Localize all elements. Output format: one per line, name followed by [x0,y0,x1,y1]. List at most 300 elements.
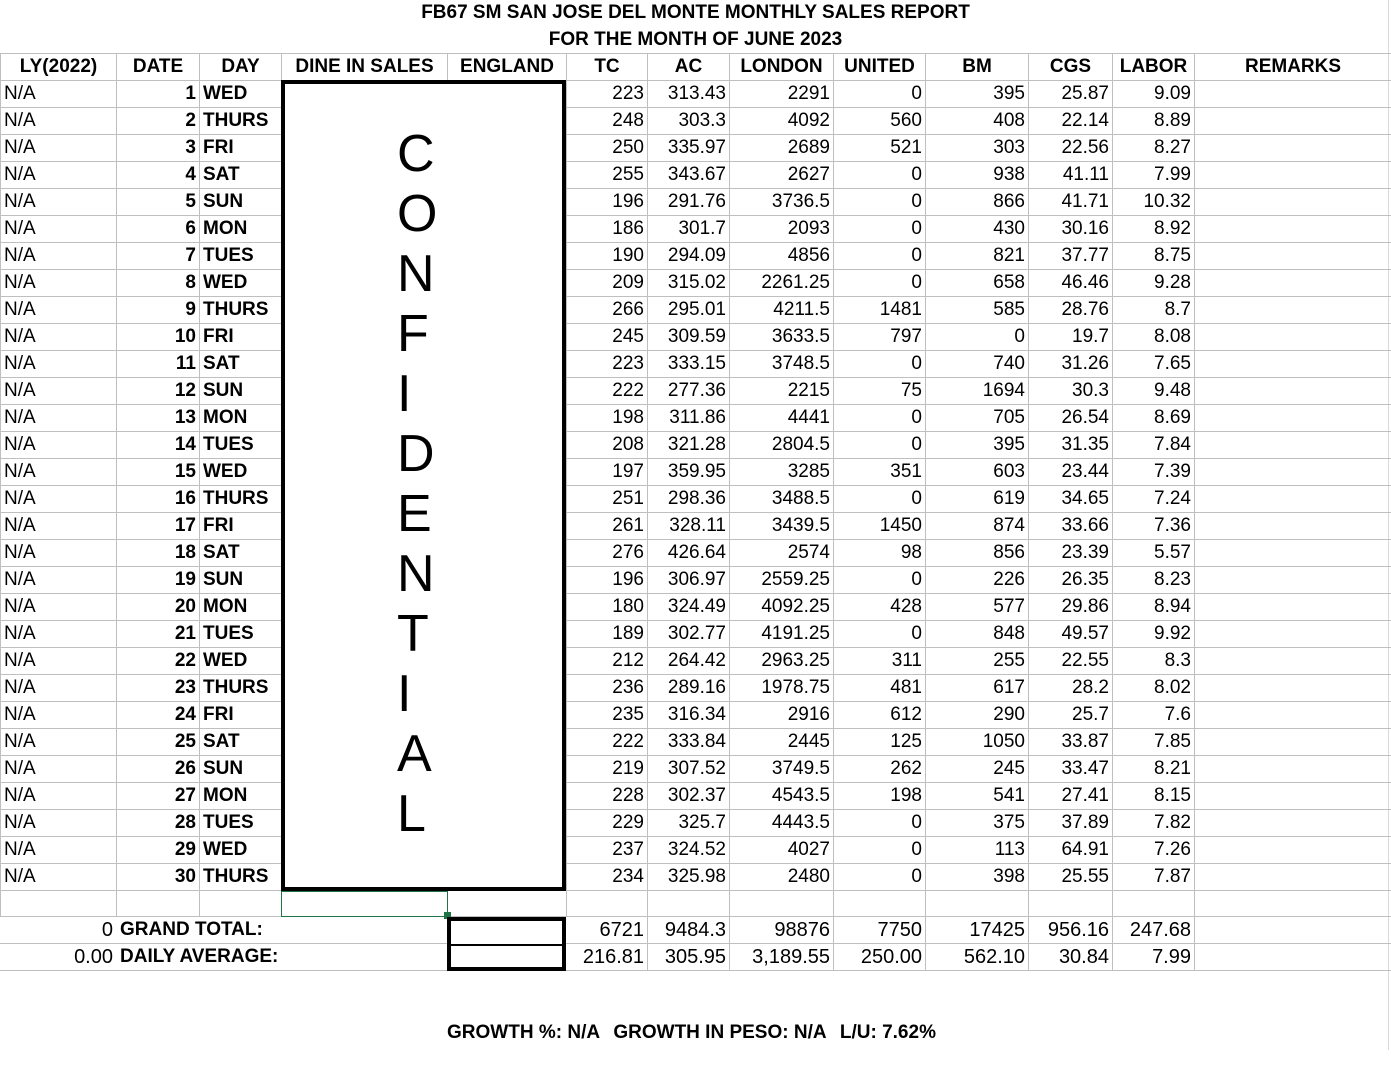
cell-remarks[interactable] [1195,189,1391,216]
cell-bm[interactable]: 874 [926,513,1029,540]
cell-tc[interactable]: 222 [567,729,648,756]
column-header[interactable]: UNITED [834,54,926,81]
cell-day[interactable]: FRI [200,135,282,162]
cell-day[interactable]: WED [200,81,282,108]
cell-labor[interactable]: 7.99 [1113,162,1195,189]
cell-united[interactable]: 311 [834,648,926,675]
cell-bm[interactable]: 541 [926,783,1029,810]
cell-bm[interactable]: 856 [926,540,1029,567]
column-header[interactable]: REMARKS [1195,54,1391,81]
cell-labor[interactable]: 7.87 [1113,864,1195,891]
cell-ly[interactable]: N/A [1,513,117,540]
cell-date[interactable]: 22 [117,648,200,675]
cell-tc[interactable]: 219 [567,756,648,783]
cell-date[interactable]: 8 [117,270,200,297]
cell-cgs[interactable]: 41.11 [1029,162,1113,189]
cell-remarks[interactable] [1195,135,1391,162]
cell-cgs[interactable]: 22.55 [1029,648,1113,675]
cell-labor[interactable]: 7.26 [1113,837,1195,864]
cell-united[interactable]: 0 [834,567,926,594]
cell-bm[interactable]: 113 [926,837,1029,864]
cell-labor[interactable]: 9.92 [1113,621,1195,648]
cell-labor[interactable]: 8.75 [1113,243,1195,270]
cell-tc[interactable]: 248 [567,108,648,135]
cell-ly[interactable]: N/A [1,432,117,459]
cell-cgs[interactable]: 25.87 [1029,81,1113,108]
cell-labor[interactable]: 10.32 [1113,189,1195,216]
cell-ly[interactable]: N/A [1,405,117,432]
cell-london[interactable]: 2574 [730,540,834,567]
cell-london[interactable]: 2480 [730,864,834,891]
summary-remarks[interactable] [1195,944,1391,971]
cell-ac[interactable]: 333.15 [648,351,730,378]
cell-cgs[interactable]: 33.66 [1029,513,1113,540]
cell-remarks[interactable] [1195,783,1391,810]
cell-tc[interactable]: 245 [567,324,648,351]
cell-date[interactable]: 20 [117,594,200,621]
cell-london[interactable]: 2963.25 [730,648,834,675]
column-header[interactable]: LY(2022) [1,54,117,81]
cell-remarks[interactable] [1195,621,1391,648]
column-header[interactable]: BM [926,54,1029,81]
cell-date[interactable]: 18 [117,540,200,567]
cell-bm[interactable]: 848 [926,621,1029,648]
summary-ly[interactable]: 0 [1,917,117,944]
cell-tc[interactable]: 186 [567,216,648,243]
cell-united[interactable]: 1450 [834,513,926,540]
cell-ly[interactable]: N/A [1,648,117,675]
cell-ly[interactable]: N/A [1,594,117,621]
cell-ac[interactable]: 289.16 [648,675,730,702]
cell-tc[interactable]: 276 [567,540,648,567]
cell-united[interactable]: 0 [834,189,926,216]
cell-tc[interactable]: 196 [567,189,648,216]
summary-ly[interactable]: 0.00 [1,944,117,971]
cell-bm[interactable]: 577 [926,594,1029,621]
cell-remarks[interactable] [1195,270,1391,297]
cell-bm[interactable]: 585 [926,297,1029,324]
blank-cell[interactable] [448,891,567,917]
cell-london[interactable]: 2804.5 [730,432,834,459]
cell-united[interactable]: 0 [834,621,926,648]
cell-london[interactable]: 4191.25 [730,621,834,648]
summary-bm[interactable]: 562.10 [926,944,1029,971]
cell-cgs[interactable]: 22.14 [1029,108,1113,135]
cell-ac[interactable]: 302.77 [648,621,730,648]
cell-united[interactable]: 351 [834,459,926,486]
cell-united[interactable]: 98 [834,540,926,567]
cell-bm[interactable]: 1050 [926,729,1029,756]
cell-ac[interactable]: 324.52 [648,837,730,864]
cell-labor[interactable]: 8.23 [1113,567,1195,594]
cell-ly[interactable]: N/A [1,675,117,702]
cell-day[interactable]: THURS [200,675,282,702]
cell-london[interactable]: 4092 [730,108,834,135]
cell-united[interactable]: 0 [834,837,926,864]
cell-cgs[interactable]: 49.57 [1029,621,1113,648]
cell-date[interactable]: 1 [117,81,200,108]
cell-remarks[interactable] [1195,216,1391,243]
blank-cell[interactable] [200,891,282,917]
cell-labor[interactable]: 8.89 [1113,108,1195,135]
cell-cgs[interactable]: 30.16 [1029,216,1113,243]
cell-date[interactable]: 9 [117,297,200,324]
cell-ly[interactable]: N/A [1,216,117,243]
cell-ac[interactable]: 315.02 [648,270,730,297]
cell-labor[interactable]: 9.48 [1113,378,1195,405]
cell-ly[interactable]: N/A [1,162,117,189]
cell-labor[interactable]: 7.82 [1113,810,1195,837]
cell-day[interactable]: SUN [200,567,282,594]
cell-bm[interactable]: 290 [926,702,1029,729]
cell-labor[interactable]: 8.08 [1113,324,1195,351]
cell-ly[interactable]: N/A [1,459,117,486]
cell-bm[interactable]: 658 [926,270,1029,297]
cell-day[interactable]: SUN [200,378,282,405]
cell-tc[interactable]: 189 [567,621,648,648]
selected-cell[interactable] [281,891,448,917]
cell-remarks[interactable] [1195,297,1391,324]
cell-london[interactable]: 4027 [730,837,834,864]
cell-day[interactable]: WED [200,648,282,675]
cell-united[interactable]: 0 [834,432,926,459]
cell-labor[interactable]: 7.24 [1113,486,1195,513]
column-header[interactable]: DAY [200,54,282,81]
cell-united[interactable]: 428 [834,594,926,621]
cell-date[interactable]: 23 [117,675,200,702]
cell-cgs[interactable]: 29.86 [1029,594,1113,621]
cell-ac[interactable]: 426.64 [648,540,730,567]
cell-bm[interactable]: 1694 [926,378,1029,405]
summary-ac[interactable]: 9484.3 [648,917,730,944]
cell-day[interactable]: WED [200,459,282,486]
cell-remarks[interactable] [1195,486,1391,513]
cell-remarks[interactable] [1195,243,1391,270]
cell-ly[interactable]: N/A [1,621,117,648]
cell-day[interactable]: TUES [200,810,282,837]
cell-date[interactable]: 25 [117,729,200,756]
cell-ly[interactable]: N/A [1,756,117,783]
cell-united[interactable]: 0 [834,81,926,108]
cell-cgs[interactable]: 23.44 [1029,459,1113,486]
cell-cgs[interactable]: 41.71 [1029,189,1113,216]
cell-tc[interactable]: 251 [567,486,648,513]
cell-day[interactable]: WED [200,837,282,864]
blank-cell[interactable] [1029,891,1113,917]
cell-london[interactable]: 2627 [730,162,834,189]
cell-united[interactable]: 0 [834,405,926,432]
cell-remarks[interactable] [1195,378,1391,405]
cell-bm[interactable]: 603 [926,459,1029,486]
summary-london[interactable]: 3,189.55 [730,944,834,971]
cell-day[interactable]: TUES [200,432,282,459]
cell-united[interactable]: 1481 [834,297,926,324]
cell-labor[interactable]: 8.02 [1113,675,1195,702]
column-header[interactable]: DATE [117,54,200,81]
cell-remarks[interactable] [1195,162,1391,189]
cell-ly[interactable]: N/A [1,486,117,513]
cell-tc[interactable]: 198 [567,405,648,432]
cell-tc[interactable]: 190 [567,243,648,270]
cell-united[interactable]: 0 [834,216,926,243]
blank-cell[interactable] [648,891,730,917]
cell-date[interactable]: 17 [117,513,200,540]
cell-day[interactable]: MON [200,405,282,432]
cell-cgs[interactable]: 46.46 [1029,270,1113,297]
cell-bm[interactable]: 408 [926,108,1029,135]
summary-remarks[interactable] [1195,917,1391,944]
cell-ly[interactable]: N/A [1,243,117,270]
cell-ac[interactable]: 316.34 [648,702,730,729]
cell-labor[interactable]: 8.15 [1113,783,1195,810]
cell-remarks[interactable] [1195,459,1391,486]
cell-ac[interactable]: 313.43 [648,81,730,108]
cell-remarks[interactable] [1195,540,1391,567]
cell-united[interactable]: 560 [834,108,926,135]
cell-labor[interactable]: 8.7 [1113,297,1195,324]
cell-united[interactable]: 262 [834,756,926,783]
cell-london[interactable]: 3439.5 [730,513,834,540]
cell-day[interactable]: THURS [200,297,282,324]
cell-day[interactable]: MON [200,783,282,810]
cell-ac[interactable]: 298.36 [648,486,730,513]
cell-cgs[interactable]: 31.26 [1029,351,1113,378]
cell-ly[interactable]: N/A [1,729,117,756]
cell-bm[interactable]: 303 [926,135,1029,162]
cell-ac[interactable]: 311.86 [648,405,730,432]
summary-united[interactable]: 7750 [834,917,926,944]
cell-labor[interactable]: 9.09 [1113,81,1195,108]
cell-ly[interactable]: N/A [1,567,117,594]
cell-ac[interactable]: 343.67 [648,162,730,189]
cell-london[interactable]: 3749.5 [730,756,834,783]
cell-day[interactable]: WED [200,270,282,297]
cell-date[interactable]: 14 [117,432,200,459]
cell-day[interactable]: SUN [200,756,282,783]
cell-united[interactable]: 612 [834,702,926,729]
cell-date[interactable]: 29 [117,837,200,864]
cell-day[interactable]: TUES [200,621,282,648]
cell-bm[interactable]: 395 [926,81,1029,108]
summary-london[interactable]: 98876 [730,917,834,944]
cell-remarks[interactable] [1195,837,1391,864]
cell-remarks[interactable] [1195,432,1391,459]
cell-london[interactable]: 3285 [730,459,834,486]
cell-ly[interactable]: N/A [1,783,117,810]
cell-ly[interactable]: N/A [1,81,117,108]
cell-ly[interactable]: N/A [1,540,117,567]
cell-bm[interactable]: 226 [926,567,1029,594]
cell-united[interactable]: 0 [834,486,926,513]
cell-united[interactable]: 0 [834,864,926,891]
cell-cgs[interactable]: 64.91 [1029,837,1113,864]
cell-bm[interactable]: 821 [926,243,1029,270]
cell-london[interactable]: 4443.5 [730,810,834,837]
cell-cgs[interactable]: 25.7 [1029,702,1113,729]
cell-london[interactable]: 3633.5 [730,324,834,351]
cell-tc[interactable]: 228 [567,783,648,810]
cell-cgs[interactable]: 23.39 [1029,540,1113,567]
cell-united[interactable]: 0 [834,243,926,270]
cell-london[interactable]: 4543.5 [730,783,834,810]
cell-remarks[interactable] [1195,756,1391,783]
cell-ac[interactable]: 277.36 [648,378,730,405]
cell-remarks[interactable] [1195,648,1391,675]
cell-remarks[interactable] [1195,729,1391,756]
cell-united[interactable]: 797 [834,324,926,351]
blank-cell[interactable] [730,891,834,917]
cell-tc[interactable]: 236 [567,675,648,702]
cell-london[interactable]: 2559.25 [730,567,834,594]
cell-ac[interactable]: 295.01 [648,297,730,324]
cell-remarks[interactable] [1195,351,1391,378]
cell-cgs[interactable]: 28.2 [1029,675,1113,702]
cell-date[interactable]: 13 [117,405,200,432]
cell-date[interactable]: 27 [117,783,200,810]
cell-remarks[interactable] [1195,675,1391,702]
cell-ac[interactable]: 325.98 [648,864,730,891]
cell-london[interactable]: 4441 [730,405,834,432]
blank-cell[interactable] [1195,891,1391,917]
cell-bm[interactable]: 705 [926,405,1029,432]
cell-day[interactable]: FRI [200,513,282,540]
cell-london[interactable]: 2916 [730,702,834,729]
cell-united[interactable]: 0 [834,162,926,189]
cell-cgs[interactable]: 30.3 [1029,378,1113,405]
cell-date[interactable]: 3 [117,135,200,162]
cell-tc[interactable]: 234 [567,864,648,891]
cell-london[interactable]: 3748.5 [730,351,834,378]
cell-london[interactable]: 2291 [730,81,834,108]
cell-labor[interactable]: 7.36 [1113,513,1195,540]
cell-london[interactable]: 1978.75 [730,675,834,702]
cell-cgs[interactable]: 19.7 [1029,324,1113,351]
cell-labor[interactable]: 5.57 [1113,540,1195,567]
cell-labor[interactable]: 7.39 [1113,459,1195,486]
cell-tc[interactable]: 250 [567,135,648,162]
cell-tc[interactable]: 222 [567,378,648,405]
cell-ac[interactable]: 335.97 [648,135,730,162]
cell-day[interactable]: SAT [200,351,282,378]
cell-labor[interactable]: 7.65 [1113,351,1195,378]
cell-remarks[interactable] [1195,702,1391,729]
cell-ac[interactable]: 306.97 [648,567,730,594]
cell-ly[interactable]: N/A [1,702,117,729]
column-header[interactable]: LABOR [1113,54,1195,81]
cell-bm[interactable]: 938 [926,162,1029,189]
cell-date[interactable]: 28 [117,810,200,837]
cell-ac[interactable]: 301.7 [648,216,730,243]
cell-ly[interactable]: N/A [1,135,117,162]
cell-london[interactable]: 4092.25 [730,594,834,621]
cell-tc[interactable]: 197 [567,459,648,486]
summary-cgs[interactable]: 956.16 [1029,917,1113,944]
cell-ac[interactable]: 291.76 [648,189,730,216]
cell-day[interactable]: FRI [200,324,282,351]
cell-date[interactable]: 5 [117,189,200,216]
cell-ly[interactable]: N/A [1,297,117,324]
cell-labor[interactable]: 8.92 [1113,216,1195,243]
cell-tc[interactable]: 223 [567,81,648,108]
cell-remarks[interactable] [1195,594,1391,621]
cell-date[interactable]: 11 [117,351,200,378]
cell-london[interactable]: 2689 [730,135,834,162]
cell-united[interactable]: 125 [834,729,926,756]
cell-labor[interactable]: 8.94 [1113,594,1195,621]
cell-day[interactable]: THURS [200,486,282,513]
cell-ly[interactable]: N/A [1,864,117,891]
cell-cgs[interactable]: 28.76 [1029,297,1113,324]
column-header[interactable]: AC [648,54,730,81]
cell-labor[interactable]: 8.21 [1113,756,1195,783]
cell-day[interactable]: SUN [200,189,282,216]
summary-label[interactable]: GRAND TOTAL: [117,917,448,944]
cell-ly[interactable]: N/A [1,270,117,297]
cell-remarks[interactable] [1195,81,1391,108]
blank-cell[interactable] [567,891,648,917]
cell-ac[interactable]: 264.42 [648,648,730,675]
cell-bm[interactable]: 617 [926,675,1029,702]
cell-cgs[interactable]: 31.35 [1029,432,1113,459]
cell-labor[interactable]: 7.6 [1113,702,1195,729]
cell-ac[interactable]: 294.09 [648,243,730,270]
cell-date[interactable]: 26 [117,756,200,783]
cell-united[interactable]: 0 [834,810,926,837]
cell-london[interactable]: 2261.25 [730,270,834,297]
cell-remarks[interactable] [1195,405,1391,432]
cell-day[interactable]: MON [200,594,282,621]
cell-labor[interactable]: 7.85 [1113,729,1195,756]
cell-bm[interactable]: 619 [926,486,1029,513]
cell-ly[interactable]: N/A [1,810,117,837]
blank-cell[interactable] [926,891,1029,917]
summary-cgs[interactable]: 30.84 [1029,944,1113,971]
column-header[interactable]: ENGLAND [448,54,567,81]
cell-cgs[interactable]: 34.65 [1029,486,1113,513]
cell-date[interactable]: 4 [117,162,200,189]
cell-tc[interactable]: 196 [567,567,648,594]
cell-day[interactable]: FRI [200,702,282,729]
cell-day[interactable]: THURS [200,108,282,135]
cell-tc[interactable]: 237 [567,837,648,864]
cell-london[interactable]: 3488.5 [730,486,834,513]
cell-day[interactable]: THURS [200,864,282,891]
summary-united[interactable]: 250.00 [834,944,926,971]
cell-cgs[interactable]: 37.77 [1029,243,1113,270]
cell-bm[interactable]: 866 [926,189,1029,216]
cell-tc[interactable]: 266 [567,297,648,324]
cell-date[interactable]: 2 [117,108,200,135]
cell-labor[interactable]: 7.84 [1113,432,1195,459]
cell-united[interactable]: 198 [834,783,926,810]
cell-bm[interactable]: 430 [926,216,1029,243]
cell-date[interactable]: 7 [117,243,200,270]
cell-cgs[interactable]: 26.54 [1029,405,1113,432]
summary-bm[interactable]: 17425 [926,917,1029,944]
cell-tc[interactable]: 255 [567,162,648,189]
cell-ly[interactable]: N/A [1,189,117,216]
column-header[interactable]: CGS [1029,54,1113,81]
cell-cgs[interactable]: 26.35 [1029,567,1113,594]
cell-ac[interactable]: 307.52 [648,756,730,783]
cell-remarks[interactable] [1195,864,1391,891]
cell-date[interactable]: 30 [117,864,200,891]
cell-date[interactable]: 12 [117,378,200,405]
cell-cgs[interactable]: 22.56 [1029,135,1113,162]
cell-bm[interactable]: 740 [926,351,1029,378]
cell-bm[interactable]: 245 [926,756,1029,783]
cell-ac[interactable]: 321.28 [648,432,730,459]
